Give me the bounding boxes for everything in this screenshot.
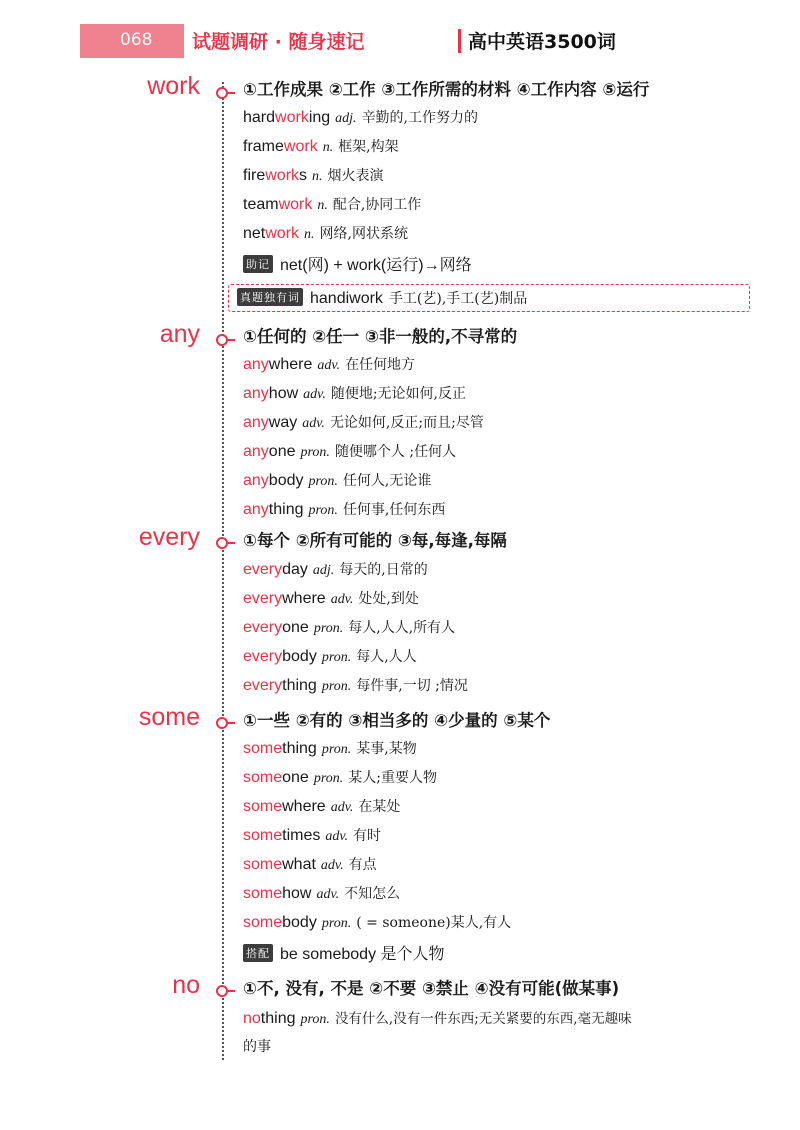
derivative-row: somewhere adv. 在某处: [243, 798, 401, 815]
derivative-row: everywhere adv. 处处,到处: [243, 590, 419, 607]
senses-some: ①一些 ②有的 ③相当多的 ④少量的 ⑤某个: [243, 711, 551, 730]
header-divider: [458, 29, 461, 53]
senses-no: ①不, 没有, 不是 ②不要 ③禁止 ④没有可能(做某事): [243, 979, 620, 998]
memo-tag: 助记: [243, 255, 273, 273]
senses-any: ①任何的 ②任一 ③非一般的,不寻常的: [243, 327, 518, 346]
arrow-marker-icon: [216, 716, 235, 729]
page-number: 068: [120, 30, 153, 50]
page-header: [80, 24, 616, 58]
special-word-box: 真题独有词 handiwork 手工(艺),手工(艺)制品: [228, 284, 750, 312]
derivative-row: somehow adv. 不知怎么: [243, 885, 401, 902]
arrow-marker-icon: [216, 984, 235, 997]
arrow-marker-icon: [216, 333, 235, 346]
derivative-row: everything pron. 每件事,一切 ;情况: [243, 677, 468, 694]
derivative-row: fireworks n. 烟火表演: [243, 167, 384, 184]
derivative-row: everyone pron. 每人,人人,所有人: [243, 619, 456, 636]
book-title: 高中英语3500词: [468, 31, 616, 53]
headword-work: work: [147, 72, 200, 100]
derivative-row: anyhow adv. 随便地;无论如何,反正: [243, 385, 467, 402]
headword-no: no: [172, 971, 200, 999]
derivative-row: anything pron. 任何事,任何东西: [243, 501, 446, 518]
derivative-row: sometimes adv. 有时: [243, 827, 382, 844]
derivative-row: hardworking adj. 辛勤的,工作努力的: [243, 109, 479, 126]
derivative-row: teamwork n. 配合,协同工作: [243, 196, 422, 213]
derivative-row: anyone pron. 随便哪个人 ;任何人: [243, 443, 457, 460]
derivative-row: someone pron. 某人;重要人物: [243, 769, 437, 786]
arrow-marker-icon: [216, 86, 235, 99]
special-tag: 真题独有词: [237, 288, 303, 306]
headword-some: some: [138, 703, 200, 731]
derivative-continuation: 的事: [243, 1039, 271, 1055]
derivative-row: everybody pron. 每人,人人: [243, 648, 417, 665]
senses-work: ①工作成果 ②工作 ③工作所需的材料 ④工作内容 ⑤运行: [243, 80, 650, 99]
derivative-row: anyway adv. 无论如何,反正;而且;尽管: [243, 414, 484, 431]
page-number-box: [80, 24, 184, 58]
derivative-row: network n. 网络,网状系统: [243, 225, 408, 242]
headword-every: every: [138, 523, 200, 551]
senses-every: ①每个 ②所有可能的 ③每,每逢,每隔: [243, 531, 507, 550]
derivative-row: nothing pron. 没有什么,没有一件东西;无关紧要的东西,毫无趣味: [243, 1010, 632, 1027]
headword-any: any: [159, 320, 200, 348]
vertical-guide-line: [222, 82, 224, 1060]
series-title: 试题调研 · 随身速记: [192, 31, 365, 53]
derivative-row: somebody pron. ( = someone)某人,有人: [243, 914, 512, 931]
memo-row: 助记 net(网) + work(运行)→网络: [243, 252, 472, 275]
derivative-row: framework n. 框架,构架: [243, 138, 399, 155]
derivative-row: everyday adj. 每天的,日常的: [243, 561, 428, 578]
derivative-row: anywhere adv. 在任何地方: [243, 356, 416, 373]
derivative-row: something pron. 某事,某物: [243, 740, 417, 757]
derivative-row: anybody pron. 任何人,无论谁: [243, 472, 432, 489]
derivative-row: somewhat adv. 有点: [243, 856, 377, 873]
arrow-marker-icon: [216, 536, 235, 549]
collocation-row: 搭配 be somebody 是个人物: [243, 941, 445, 964]
collocation-tag: 搭配: [243, 944, 273, 962]
